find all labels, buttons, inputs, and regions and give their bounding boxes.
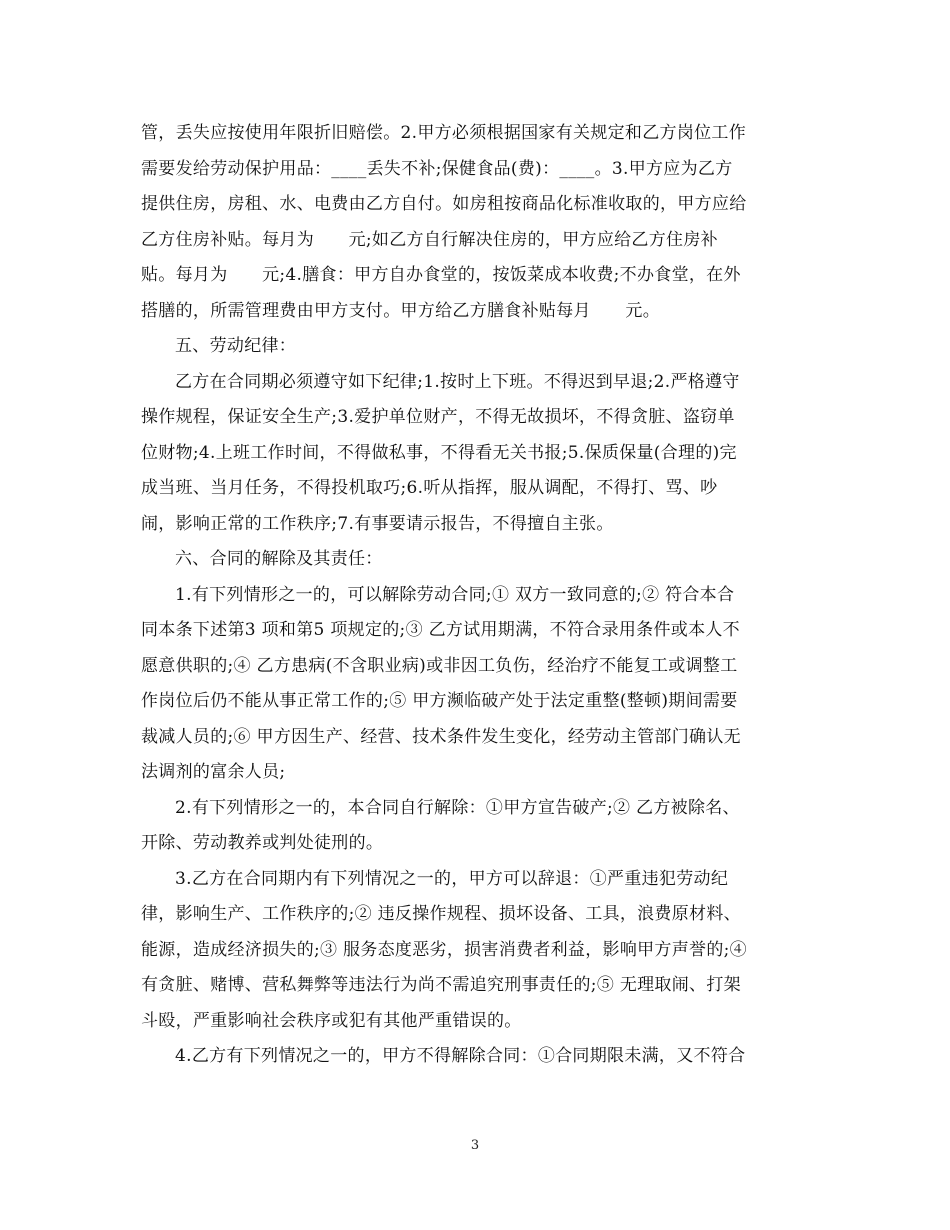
paragraph-termination-clause-2: 2.有下列情形之一的，本合同自行解除：①甲方宣告破产;② 乙方被除名、 开除、劳动教养或判处徒刑的。	[141, 797, 740, 853]
section-heading-labor-discipline: 五、劳动纪律：	[175, 336, 297, 356]
document-body	[141, 116, 801, 1075]
page-number: 3	[470, 1138, 480, 1153]
paragraph-termination-clause-1: 1.有下列情形之一的，可以解除劳动合同;① 双方一致同意的;② 符合本合 同本条下述第3 项和第5 项规定的;③ 乙方试用期满，不符合录用条件或本人不 愿意供职的;④ 乙方患病(不含职业病)或非因工负伤，经治疗不能复工或调整工 作岗位后仍不能从事正常工作的;⑤ 甲方濒临破产处于法定重整(整顿)期间需要 裁减人员的;⑥ 甲方因生产、经营、技术条件发生变化，经劳动主管部门确认无 法调剂的富余人员;	[141, 584, 741, 782]
paragraph-termination-clause-3: 3.乙方在合同期内有下列情况之一的，甲方可以辞退：①严重违犯劳动纪 律，影响生产、工作秩序的;② 违反操作规程、损坏设备、工具，浪费原材料、 能源，造成经济损失的;③ 服务态度恶劣，损害消费者利益，影响甲方声誉的;④ 有贪脏、赌博、营私舞弊等违法行为尚不需追究刑事责任的;⑤ 无理取闹、打架 斗殴，严重影响社会秩序或犯有其他严重错误的。	[141, 868, 747, 1031]
section-heading-contract-termination: 六、合同的解除及其责任：	[175, 549, 383, 569]
paragraph-discipline-rules: 乙方在合同期必须遵守如下纪律;1.按时上下班。不得迟到早退;2.严格遵守 操作规程，保证安全生产;3.爱护单位财产，不得无故损坏，不得贪脏、盗窃单 位财物;4.上班工作时间，不得做私事，不得看无关书报;5.保质保量(合理的)完 成当班、当月任务，不得投机取巧;6.听从指挥，服从调配，不得打、骂、吵 闹，影响正常的工作秩序;7.有事要请示报告，不得擅自主张。	[141, 371, 740, 534]
paragraph-termination-clause-4: 4.乙方有下列情况之一的，甲方不得解除合同：①合同期限未满，又不符合	[175, 1046, 746, 1066]
paragraph-housing-benefits: 管，丢失应按使用年限折旧赔偿。2.甲方必须根据国家有关规定和乙方岗位工作 需要发给劳动保护用品：____丢失不补;保健食品(费)：____。3.甲方应为乙方 提供住房，房租、水、电费由乙方自付。如房租按商品化标准收取的，甲方应给 乙方住房补贴。每月为 元;如乙方自行解决住房的，甲方应给乙方住房补 贴。每月为 元;4.膳食：甲方自办食堂的，按饭菜成本收费;不办食堂，在外 搭膳的，所需管理费由甲方支付。甲方给乙方膳食补贴每月 元。	[141, 123, 747, 321]
